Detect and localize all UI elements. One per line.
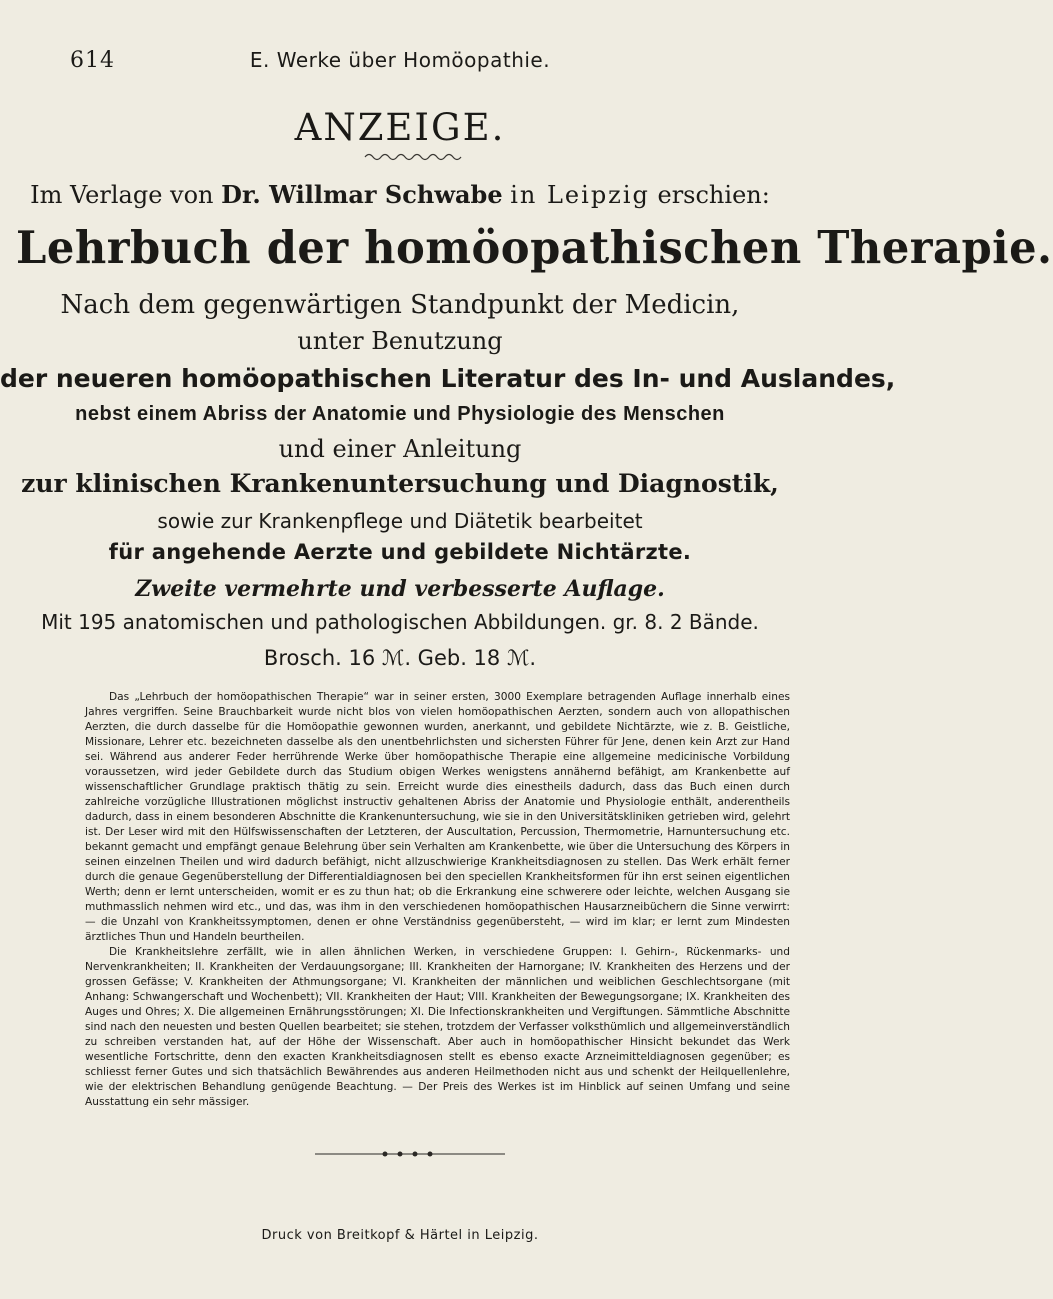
subtitle-line-3: der neueren homöopathischen Literatur des In- und Auslandes, — [0, 364, 896, 393]
price-line: Brosch. 16 ℳ. Geb. 18 ℳ. — [263, 646, 537, 670]
advert-title: ANZEIGE. — [294, 106, 506, 149]
publisher-line — [0, 180, 800, 209]
subtitle-line-5: und einer Anleitung — [278, 435, 522, 463]
description-paragraph-2: Die Krankheitslehre zerfällt, wie in allen ähnlichen Werken, in verschiedene Gruppen: I. Gehirn-, Rückenmarks- und Nervenkrankheiten; II. Krankheiten der Verdauungsorgane; III. Krankheiten der Harnorgane; IV. Krankheiten des Herzens und der grossen Gefässe; V. Krankheiten der Athmungsorgane; VI. Krankheiten der männlichen und weiblichen Geschlechtsorgane (mit Anhang: Schwangerschaft und Wochenbett); VII. Krankheiten der Haut; VIII. Krankheiten der Bewegungsorgane; IX. Krankheiten des Auges und Ohres; X. Die allgemeinen Ernährungsstörungen; XI. Die Infectionskrankheiten und Vergiftungen. Sämmtliche Abschnitte sind nach den neuesten und besten Quellen bearbeitet; sie stehen, trotzdem der Verfasser volksthümlich und allgemeinverständlich zu schreiben verstanden hat, auf der Höhe der Wissenschaft. Aber auch in homöopathischer Hinsicht bekundet das Werk wesentliche Fortschritte, denn den exacten Krankheitsdiagnosen stellt es ebenso exacte Arzneimitteldiagnosen gegenüber; es schliesst ferner Gutes und sich thatsächlich Bewährendes aus anderen Heilmethoden nicht aus und schenkt der Heilquellenlehre, wie der elektrischen Behandlung genügende Beachtung. — Der Preis des Werkes ist im Hinblick auf seinen Umfang und seine Ausstattung ein sehr mässiger. — [85, 946, 790, 1108]
description-text — [85, 690, 790, 1110]
running-head: E. Werke über Homöopathie. — [249, 48, 551, 72]
publisher-prefix: Im Verlage von — [30, 181, 214, 209]
edition-line: Zweite vermehrte und verbesserte Auflage. — [135, 576, 665, 602]
subtitle-line-2: unter Benutzung — [297, 327, 503, 355]
printer-imprint: Druck von Breitkopf & Härtel in Leipzig. — [261, 1228, 539, 1243]
subtitle-line-8: für angehende Aerzte und gebildete Nichtärzte. — [108, 540, 692, 564]
publisher-name: Dr. Willmar Schwabe — [221, 180, 503, 209]
publisher-suffix: erschien: — [657, 181, 770, 209]
ornamental-divider — [315, 1150, 505, 1158]
illustrations-line: Mit 195 anatomischen und pathologischen Abbildungen. gr. 8. 2 Bände. — [41, 610, 759, 634]
subtitle-line-4: nebst einem Abriss der Anatomie und Physiologie des Menschen — [75, 403, 725, 425]
page-header — [40, 48, 760, 78]
book-title: Lehrbuch der homöopathischen Therapie. — [16, 221, 1053, 274]
publisher-place: in Leipzig — [510, 181, 650, 209]
wavy-ornament — [363, 150, 463, 164]
subtitle-line-1: Nach dem gegenwärtigen Standpunkt der Medicin, — [60, 290, 740, 320]
subtitle-line-6: zur klinischen Krankenuntersuchung und Diagnostik, — [21, 469, 779, 498]
subtitle-line-7: sowie zur Krankenpflege und Diätetik bearbeitet — [157, 509, 643, 533]
description-paragraph-1: Das „Lehrbuch der homöopathischen Therapie“ war in seiner ersten, 3000 Exemplare betragenden Auflage innerhalb eines Jahres vergriffen. Seine Brauchbarkeit wurde nicht blos von vielen homöopathischen Aerzten, sondern auch von allopathischen Aerzten, die durch dasselbe für die Homöopathie gewonnen wurden, anerkannt, und gebildete Nichtärzte, wie z. B. Geistliche, Missionare, Lehrer etc. bezeichneten dasselbe als den unentbehrlichsten und sichersten Führer für Jene, denen kein Arzt zur Hand sei. Während aus anderer Feder herrührende Werke über homöopathische Therapie eine allgemeine medicinische Vorbildung voraussetzen, wird jeder Gebildete durch das Studium obigen Werkes wenigstens annähernd befähigt, am Krankenbette auf wissenschaftlicher Grundlage praktisch thätig zu sein. Erreicht wurde dies einestheils dadurch, dass das Buch einen durch zahlreiche vorzügliche Illustrationen möglichst instructiv gehaltenen Abriss der Anatomie und Physiologie enthält, anderentheils dadurch, dass in einem besonderen Abschnitte die Krankenuntersuchung, wie sie in den Universitätskliniken getrieben wird, gelehrt ist. Der Leser wird mit den Hülfswissenschaften der Letzteren, der Auscultation, Percussion, Thermometrie, Harnuntersuchung etc. bekannt gemacht und empfängt genaue Belehrung über sein Verhalten am Krankenbette, wie über die Untersuchung des Körpers in seinen einzelnen Theilen und wird dadurch befähigt, nicht allzuschwierige Krankheitsdiagnosen zu stellen. Das Werk erhält ferner durch die genaue Gegenüberstellung der Differentialdiagnosen bei den speciellen Krankheitsformen für ihn erst seinen eigentlichen Werth; denn er lernt unterscheiden, womit er es zu thun hat; ob die Erkrankung eine schwerere oder leichte, welchen Ausgang sie muthmasslich nehmen wird etc., und das, was ihm in den verschiedenen homöopathischen Hausarzneibüchern die Sinne verwirrt: — die Unzahl von Krankheitssymptomen, denen er ohne Verständniss gegenübersteht, — wird im klar; er lernt zum Mindesten ärztliches Thun und Handeln beurtheilen. — [85, 691, 790, 943]
page-number: 614 — [70, 48, 115, 73]
